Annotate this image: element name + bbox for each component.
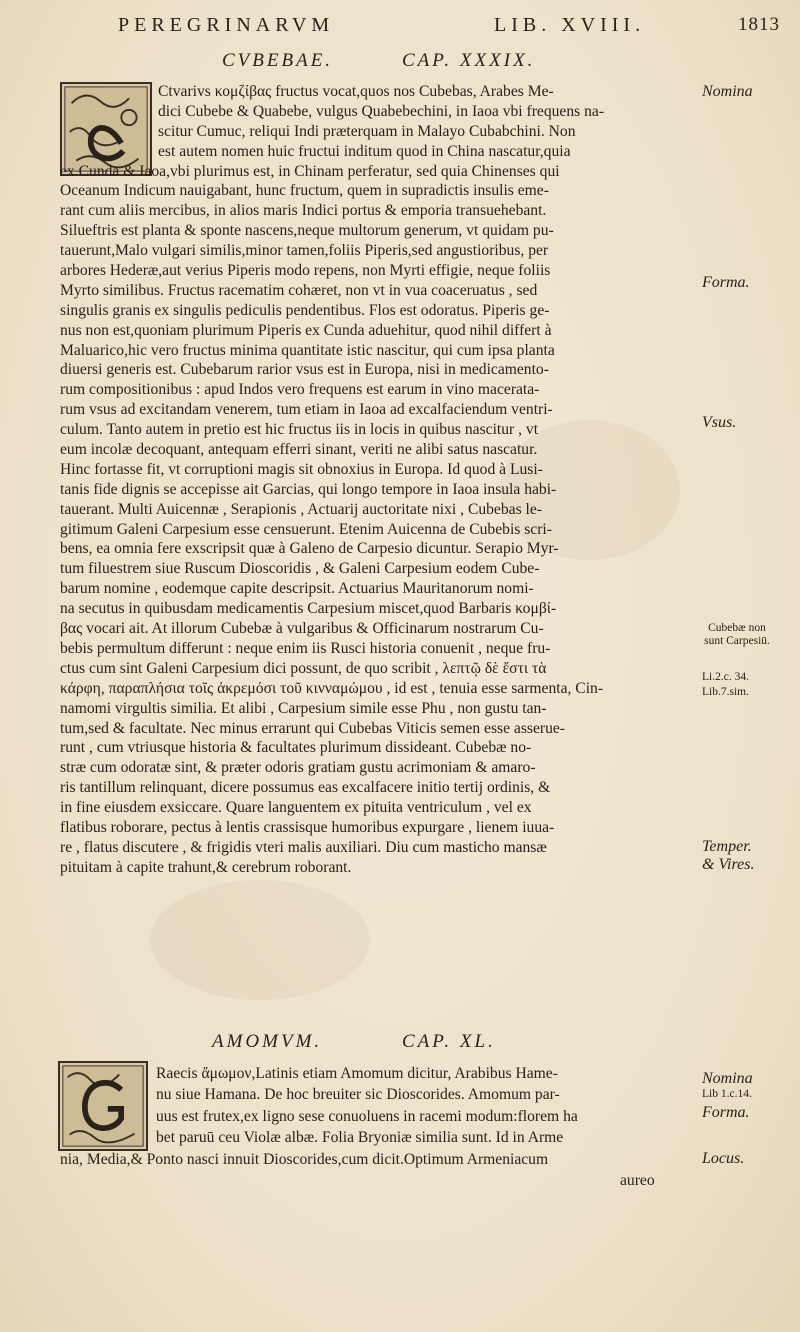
margin-note-cubebae: Cubebæ non sunt Carpesiū.	[704, 622, 770, 647]
text-line: bebis permultum differunt : neque enim iis Rusci historia conuenit , neque fru-	[60, 639, 551, 657]
text-line: namomi virgultis similia. Et alibi , Carpesium simile esse Phu , non gustu tan-	[60, 699, 547, 717]
text-line: bet paruū ceu Violæ albæ. Folia Bryoniæ similia sunt. Id in Arme	[156, 1129, 564, 1147]
paper-stain	[150, 880, 370, 1000]
margin-note-ref2: Lib.7.sim.	[702, 686, 749, 698]
text-line: eum incolæ decoquant, antequam efferri sinant, veriti ne alibi satus nascatur.	[60, 441, 538, 459]
text-line: uus est frutex,ex ligno sese conuoluens in racemi modum:florem ha	[156, 1107, 578, 1125]
running-head-book: LIB. XVIII.	[494, 14, 646, 36]
text-line: Hinc fortasse fit, vt corruptioni magis sit obnoxius in Europa. Id quod à Lusi-	[60, 460, 543, 478]
text-line: Oceanum Indicum nauigabant, hunc fructum, quem in supradictis insulis eme-	[60, 182, 549, 200]
text-line: flatibus roborare, pectus à lentis crassisque humoribus expurgare , lienem iuua-	[60, 818, 555, 836]
text-line: arbores Hederæ,aut verius Piperis modo repens, non Myrti effigie, neque foliis	[60, 262, 551, 280]
text-line: Raecis ἄμωμον,Latinis etiam Amomum dicitur, Arabibus Hame-	[156, 1065, 558, 1082]
text-line: re , flatus discutere , & frigidis vteri malis auxiliari. Diu cum masticho mansæ	[60, 838, 547, 856]
text-line: runt , cum vtriusque historia & facultates plurimum dissideant. Cubebæ no-	[60, 739, 532, 757]
text-line: pituitam à capite trahunt,& cerebrum roborant.	[60, 858, 352, 876]
text-line: tauerant. Multi Auicennæ , Serapionis , Actuarij auctoritate nixi , Cubebas le-	[60, 500, 542, 518]
margin-note-forma-2: Forma.	[702, 1104, 750, 1121]
text-line: κάρφη, παραπλήσια τοῖς ἀκρεμόσι τοῦ κινναμώμου , id est , tenuia esse sarmenta, Cin-	[60, 679, 604, 697]
text-line: culum. Tanto autem in pretio est hic fructus iis in locis in quibus nascitur , vt	[60, 421, 539, 439]
text-line: dici Cubebe & Quabebe, vulgus Quabebechini, in Iaoa vbi frequens na-	[158, 102, 605, 120]
text-line: Maluarico,hic vero fructus minima quantitate istic nascitur, qui cum ipsa planta	[60, 341, 555, 359]
text-line: rum compositionibus : apud Indos vero frequens est earum in vino macerata-	[60, 381, 540, 399]
margin-note-vsus: Vsus.	[702, 414, 737, 431]
margin-note-vires: & Vires.	[702, 856, 755, 873]
text-line: rant cum aliis mercibus, in alios maris Indici portus & emporia transuehebant.	[60, 202, 547, 220]
text-line: diuersi generis est. Cubebarum rarior vsus est in Europa, nisi in medicamento-	[60, 361, 549, 379]
text-line: singulis granis ex singulis pediculis pendentibus. Flos est odoratus. Piperis ge-	[60, 301, 550, 319]
text-line: nus non est,quoniam plurimum Piperis ex Cunda aduehitur, quod nihil differt à	[60, 321, 552, 339]
text-line: gitimum Galeni Carpesium esse censuerunt. Etenim Auicenna de Cubebis scri-	[60, 520, 552, 538]
text-line: scitur Cumuc, reliqui Indi præterquam in Malayo Cubabchini. Non	[158, 122, 576, 140]
text-line: βας vocari ait. At illorum Cubebæ à vulgaribus & Officinarum nostrarum Cu-	[60, 620, 544, 638]
text-line: na secutus in quibusdam medicamentis Carpesium miscet,quod Barbaris κομβί-	[60, 600, 557, 618]
margin-note-nomina-2: Nomina	[702, 1070, 753, 1087]
chapter-number: CAP. XXXIX.	[402, 50, 536, 71]
running-head-title: PEREGRINARVM	[118, 14, 335, 36]
chapter-title: CVBEBAE.	[222, 50, 334, 71]
chapter-title: AMOMVM.	[212, 1031, 323, 1052]
text-line: Myrto similibus. Fructus racematim cohæret, non vt in vua coaceruatus , sed	[60, 281, 538, 299]
margin-note-ref-2: Lib 1.c.14.	[702, 1088, 752, 1100]
margin-note-ref1: Li.2.c. 34.	[702, 671, 749, 683]
text-line: tanis fide dignis se accepisse ait Garcias, qui longo tempore in Iaoa insula habi-	[60, 480, 557, 498]
text-line: ex Cunda & Iaoa,vbi plurimus est, in Chinam perferatur, sed quia Chinenses qui	[60, 162, 560, 180]
margin-note-locus: Locus.	[702, 1150, 745, 1167]
chapter-body-amomum	[60, 1064, 690, 1192]
chapter-heading-amomum	[212, 1031, 496, 1053]
margin-note-forma: Forma.	[702, 274, 750, 291]
text-line: Silueftris est planta & sponte nascens,neque multorum generum, vt quidam pu-	[60, 222, 554, 240]
text-line: nu siue Hamana. De hoc breuiter sic Dioscorides. Amomum par-	[156, 1086, 560, 1104]
margin-note-temper: Temper.	[702, 838, 752, 855]
text-line: Ctvarivs κομζίβας fructus vocat,quos nos Cubebas, Arabes Me-	[158, 83, 554, 100]
text-line: in fine eiusdem exsiccare. Quare languentem ex pituita ventriculum , vel ex	[60, 799, 532, 817]
page-number: 1813	[738, 14, 780, 35]
text-line: nia, Media,& Ponto nasci innuit Dioscorides,cum dicit.Optimum Armeniacum	[60, 1150, 549, 1168]
text-line: tum,sed & facultate. Nec minus errarunt qui Cubebas Viticis semen esse asserue-	[60, 719, 565, 737]
margin-note-nomina: Nomina	[702, 83, 753, 100]
text-line: rum vsus ad excitandam venerem, tum etiam in Iaoa ad excalfaciendum ventri-	[60, 401, 553, 419]
text-line: tauerunt,Malo vulgari similis,minor tamen,foliis Piperis,sed angustioribus, per	[60, 242, 549, 260]
text-line: ctus cum sint Galeni Carpesium dici possunt, de quo scribit , λεπτῷ δὲ ἔστι τὰ	[60, 659, 547, 677]
text-line: bens, ea omnia fere exscripsit quæ à Galeno de Carpesio dicuntur. Serapio Myr-	[60, 540, 559, 558]
text-line: est autem nomen huic fructui inditum quod in China nascatur,quia	[158, 142, 571, 160]
text-line: barum nomine , eodemque capite descripsit. Actuarius Mauritanorum nomi-	[60, 580, 534, 598]
text-line: ris tantillum relinquant, dicere possumus eas excalfacere initio tertij ordinis, &	[60, 779, 551, 797]
chapter-body-cubebae	[60, 82, 690, 878]
chapter-heading-cubebae	[222, 50, 536, 72]
text-line: tum filuestrem siue Ruscum Dioscoridis , & Galeni Carpesium eodem Cube-	[60, 560, 540, 578]
chapter-number: CAP. XL.	[402, 1031, 496, 1052]
text-line: stræ cum odoratæ sint, & præter odoris gratiam gustu acrimoniam & amaro-	[60, 759, 536, 777]
catchword: aureo	[620, 1171, 655, 1189]
